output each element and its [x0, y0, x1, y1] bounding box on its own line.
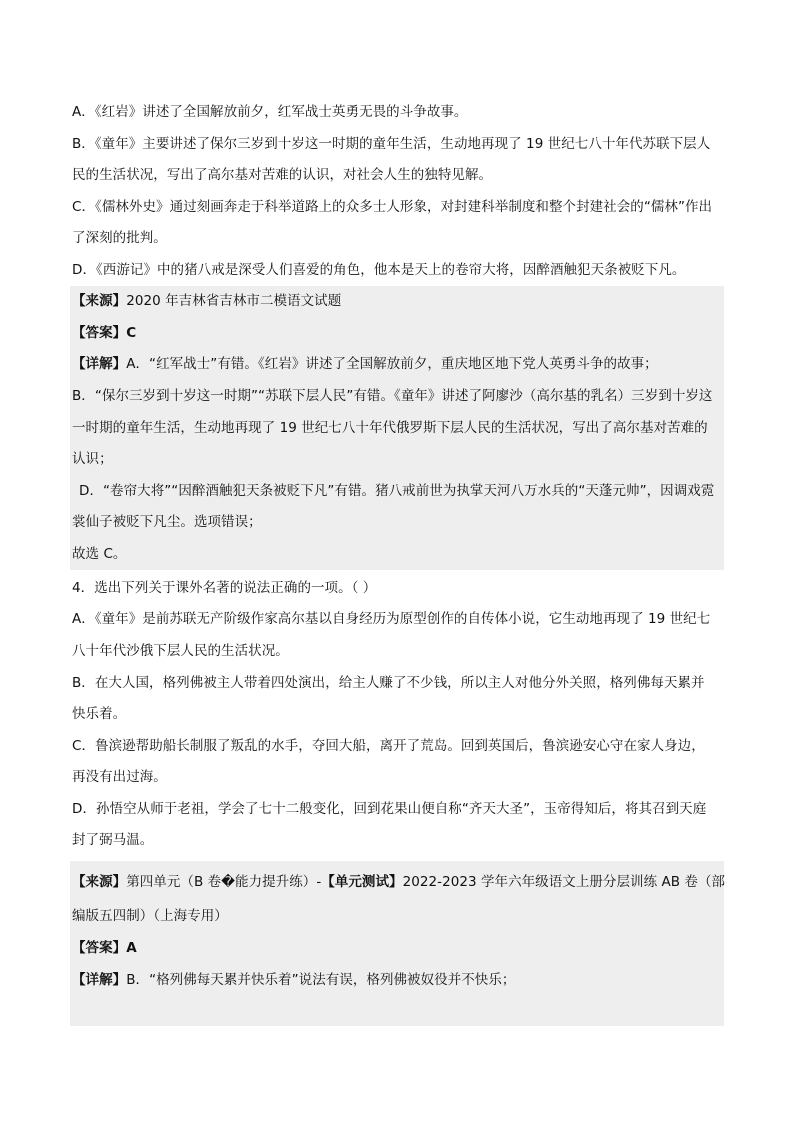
q4-option-d-cont: 封了弼马温。: [72, 832, 154, 848]
source-tag: 【来源】: [72, 874, 127, 890]
q4-option-b: B．在大人国，格列佛被主人带着四处演出，给主人赚了不少钱，所以主人对他分外关照，格列佛每天累并: [72, 675, 705, 691]
q3-detail-line: D．“卷帘大将”“因醉酒触犯天条被贬下凡”有错。猪八戒前世为执掌天河八万水兵的“天蓬元帅”，因调戏霓: [79, 483, 715, 499]
q3-option-b: B．《童年》主要讲述了保尔三岁到十岁这一时期的童年生活，生动地再现了 19 世纪七八十年代苏联下层人: [72, 136, 711, 152]
answer-value: A: [126, 940, 137, 956]
answer-tag: 【答案】: [72, 325, 127, 341]
answer-tag: 【答案】: [72, 940, 127, 956]
q3-detail: [72, 354, 732, 374]
answer-value: C: [126, 325, 137, 341]
q3-source: [72, 291, 732, 311]
q4-source: [72, 872, 732, 892]
source-tag: 【来源】: [72, 293, 127, 309]
q4-option-c: C．鲁滨逊帮助船长制服了叛乱的水手，夺回大船，离开了荒岛。回到英国后，鲁滨逊安心守在家人身边，: [72, 738, 705, 754]
q3-option-a: A．《红岩》讲述了全国解放前夕，红军战士英勇无畏的斗争故事。: [72, 104, 468, 120]
q4-option-c-cont: 再没有出过海。: [72, 769, 167, 785]
q4-option-b-cont: 快乐着。: [72, 706, 127, 722]
detail-text: A．“红军战士”有错。《红岩》讲述了全国解放前夕，重庆地区地下党人英勇斗争的故事；: [126, 356, 658, 372]
q4-source-cont: 编版五四制）（上海专用）: [72, 908, 228, 924]
source-text: 第四单元（B 卷�能力提升练）-: [126, 874, 322, 890]
detail-tag: 【详解】: [72, 972, 127, 988]
q4-option-a: A．《童年》是前苏联无产阶级作家高尔基以自身经历为原型创作的自传体小说，它生动地再现了 19 世纪七: [72, 611, 711, 627]
detail-tag: 【详解】: [72, 356, 127, 372]
q3-option-d: D．《西游记》中的猪八戒是深受人们喜爱的角色，他本是天上的卷帘大将，因醉酒触犯天条被贬下凡。: [72, 262, 686, 278]
source-tag: 【单元测试】: [321, 874, 403, 890]
q4-option-d: D．孙悟空从师于老祖，学会了七十二般变化，回到花果山便自称“齐天大圣”，玉帝得知后，将其召到天庭: [72, 801, 707, 817]
q4-option-a-cont: 八十年代沙俄下层人民的生活状况。: [72, 643, 289, 659]
q3-answer: [72, 323, 732, 343]
q3-option-c-cont: 了深刻的批判。: [72, 230, 167, 246]
q4-answer: [72, 938, 732, 958]
q3-detail-line: 裳仙子被贬下凡尘。选项错误；: [72, 514, 262, 530]
q3-detail-line: B．“保尔三岁到十岁这一时期”“苏联下层人民”有错。《童年》讲述了阿廖沙（高尔基的乳名）三岁到十岁这: [72, 388, 713, 404]
detail-text: B．“格列佛每天累并快乐着”说法有误，格列佛被奴役并不快乐；: [126, 972, 516, 988]
q3-option-b-cont: 民的生活状况，写出了高尔基对苦难的认识，对社会人生的独特见解。: [72, 167, 493, 183]
q3-option-c: C．《儒林外史》通过刻画奔走于科举道路上的众多士人形象，对封建科举制度和整个封建社会的“儒林”作出: [72, 199, 713, 215]
source-text: 2022-2023 学年六年级语文上册分层训练 AB 卷（部: [402, 874, 726, 890]
q3-detail-line: 认识；: [72, 451, 113, 467]
source-text: 2020 年吉林省吉林市二模语文试题: [126, 293, 342, 309]
q4-stem: 4．选出下列关于课外名著的说法正确的一项。（ ）: [72, 580, 377, 596]
q4-detail: [72, 970, 732, 990]
q3-conclusion: 故选 C。: [72, 546, 127, 562]
q3-detail-line: 一时期的童年生活，生动地再现了 19 世纪七八十年代俄罗斯下层人民的生活状况，写出了高尔基对苦难的: [72, 420, 708, 436]
